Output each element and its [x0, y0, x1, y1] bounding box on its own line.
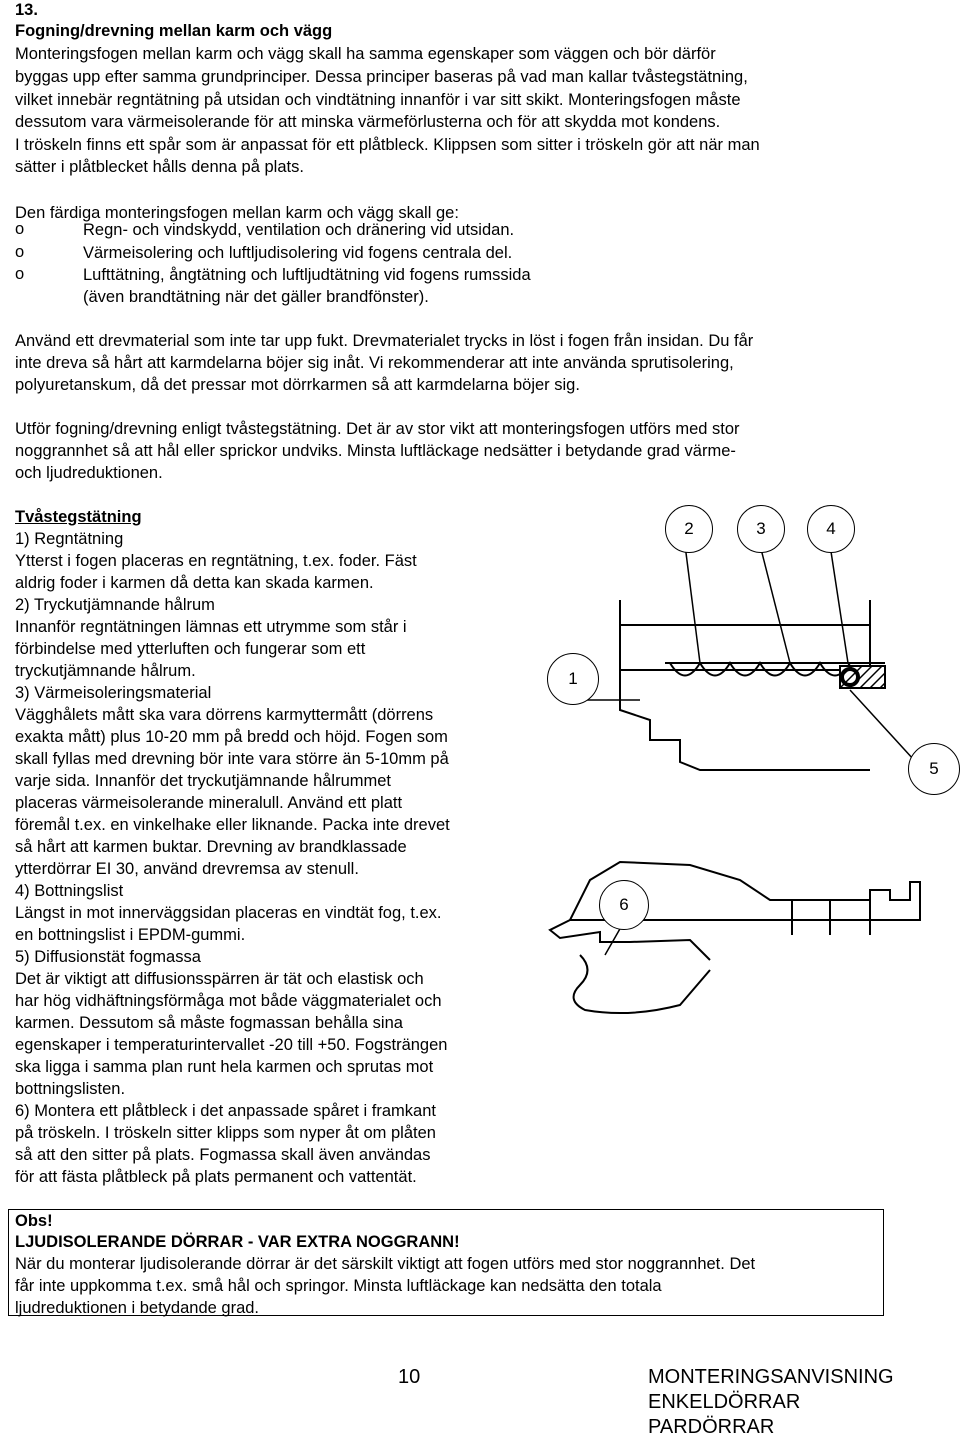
two-step-line: har hög vidhäftningsförmåga mot både väggmaterialet och [15, 992, 442, 1010]
frame-top-edge [620, 600, 870, 625]
obs-line: ljudreduktionen i betydande grad. [15, 1299, 260, 1317]
two-step-line: så hårt att karmen buktar. Drevning av brandklassade [15, 838, 407, 856]
two-step-line: varje sida. Innanför det tryckutjämnande hålrummet [15, 772, 392, 790]
obs-line: får inte uppkomma t.ex. små hål och springor. Minsta luftläckage kan nedsätta den totala [15, 1277, 662, 1295]
paragraph-line: inte dreva så hårt att karmdelarna böjer sig inåt. Vi rekommenderar att inte använda sprutisolering, [15, 354, 734, 372]
two-step-line: bottningslisten. [15, 1080, 126, 1098]
intro-line: byggas upp efter samma grundprinciper. Dessa principer baseras på vad man kallar tvåstegstätning, [15, 68, 748, 86]
two-step-line: Längst in mot innerväggsidan placeras en vindtät fog, t.ex. [15, 904, 442, 922]
list-item: (även brandtätning när det gäller brandfönster). [83, 288, 429, 306]
two-step-line: för att fästa plåtbleck på plats permanent och vattentät. [15, 1168, 417, 1186]
two-step-line: ska ligga i samma plan runt hela karmen och sprutas mot [15, 1058, 434, 1076]
intro-line: dessutom vara värmeisolerande för att minska värmeförlusterna och för att skydda mot kondens. [15, 113, 721, 131]
two-step-line: 2) Tryckutjämnande hålrum [15, 596, 215, 614]
two-step-line: placeras värmeisolerande mineralull. Använd ett platt [15, 794, 403, 812]
threshold-seal-diagram [540, 500, 960, 1020]
two-step-line: karmen. Dessutom så måste fogmassan behålla sina [15, 1014, 403, 1032]
paragraph-line: noggrannhet så att hål eller sprickor undviks. Minsta luftläckage nedsätter i betydande grad värme- [15, 442, 736, 460]
paragraph-line: och ljudreduktionen. [15, 464, 163, 482]
obs-heading: LJUDISOLERANDE DÖRRAR - VAR EXTRA NOGGRANN! [15, 1233, 460, 1251]
two-step-line: en bottningslist i EPDM-gummi. [15, 926, 246, 944]
two-step-line: exakta mått) plus 10-20 mm på bredd och höjd. Fogen som [15, 728, 448, 746]
list-item: Regn- och vindskydd, ventilation och dränering vid utsidan. [83, 221, 515, 239]
two-step-line: Innanför regntätningen lämnas ett utrymme som står i [15, 618, 407, 636]
frame-step-outline [620, 670, 870, 770]
two-step-line: ytterdörrar EI 30, använd drevremsa av stenull. [15, 860, 359, 878]
intro-line: Den färdiga monteringsfogen mellan karm och vägg skall ge: [15, 204, 459, 222]
bullet-marker: o [15, 265, 25, 283]
bullet-marker: o [15, 220, 25, 238]
two-step-line: egenskaper i temperaturintervallet -20 till +50. Fogsträngen [15, 1036, 448, 1054]
obs-line: När du monterar ljudisolerande dörrar är det särskilt viktigt att fogen utförs med stor noggrannhet. Det [15, 1255, 756, 1273]
two-step-line: 4) Bottningslist [15, 882, 124, 900]
two-step-line: 3) Värmeisoleringsmaterial [15, 684, 212, 702]
two-step-line: Det är viktigt att diffusionsspärren är tät och elastisk och [15, 970, 424, 988]
threshold-clip [630, 940, 710, 960]
page-number: 10 [398, 1366, 421, 1388]
section-title: Fogning/drevning mellan karm och vägg [15, 22, 333, 40]
two-step-line: 6) Montera ett plåtbleck i det anpassade spåret i framkant [15, 1102, 436, 1120]
threshold-ribs [792, 900, 870, 935]
callout-6: 6 [599, 880, 649, 930]
intro-line: Monteringsfogen mellan karm och vägg skall ha samma egenskaper som väggen och bör därför [15, 45, 716, 63]
callout-2: 2 [665, 505, 713, 553]
obs-label: Obs! [15, 1212, 53, 1230]
intro-line: I tröskeln finns ett spår som är anpassat för ett plåtbleck. Klippsen som sitter i tröskeln gör att när man [15, 136, 760, 154]
callout-5: 5 [908, 743, 960, 795]
footer-title-line: ENKELDÖRRAR [648, 1391, 801, 1413]
callout-4: 4 [807, 505, 855, 553]
paragraph-line: polyuretanskum, då det pressar mot dörrkarmen så att karmdelarna böjer sig. [15, 376, 580, 394]
intro-line: vilket innebär regntätning på utsidan och vindtätning innanför i var sitt skikt. Monteringsfogen måste [15, 91, 741, 109]
two-step-heading: Tvåstegstätning [15, 508, 142, 526]
two-step-line: så att den sitter på plats. Fogmassa skall även användas [15, 1146, 431, 1164]
section-number: 13. [15, 1, 38, 19]
two-step-line: på tröskeln. I tröskeln sitter klipps som nyper åt om plåten [15, 1124, 436, 1142]
two-step-line: förbindelse med ytterluften och fungerar som ett [15, 640, 366, 658]
paragraph-line: Använd ett drevmaterial som inte tar upp fukt. Drevmaterialet trycks in löst i fogen från insidan. Du får [15, 332, 754, 350]
callout-3: 3 [737, 505, 785, 553]
two-step-line: tryckutjämnande hålrum. [15, 662, 196, 680]
two-step-line: skall fyllas med drevning bör inte vara större än 5-10mm på [15, 750, 449, 768]
two-step-line: 1) Regntätning [15, 530, 124, 548]
two-step-line: Ytterst i fogen placeras en regntätning, t.ex. foder. Fäst [15, 552, 417, 570]
two-step-line: föremål t.ex. en vinkelhake eller liknande. Packa inte drevet [15, 816, 450, 834]
callout-1: 1 [547, 653, 599, 705]
footer-title-line: PARDÖRRAR [648, 1416, 775, 1438]
sheet-metal-profile [574, 955, 710, 1013]
two-step-line: aldrig foder i karmen då detta kan skada karmen. [15, 574, 374, 592]
intro-line: sätter i plåtblecket hålls denna på plats. [15, 158, 304, 176]
list-item: Värmeisolering och luftljudisolering vid fogens centrala del. [83, 244, 513, 262]
bullet-marker: o [15, 243, 25, 261]
list-item: Lufttätning, ångtätning och luftljudtätning vid fogens rumssida [83, 266, 531, 284]
two-step-line: 5) Diffusionstät fogmassa [15, 948, 201, 966]
two-step-line: Vägghålets mått ska vara dörrens karmyttermått (dörrens [15, 706, 434, 724]
footer-title-line: MONTERINGSANVISNING [648, 1366, 894, 1388]
paragraph-line: Utför fogning/drevning enligt tvåstegstätning. Det är av stor vikt att monteringsfogen utförs med stor [15, 420, 740, 438]
